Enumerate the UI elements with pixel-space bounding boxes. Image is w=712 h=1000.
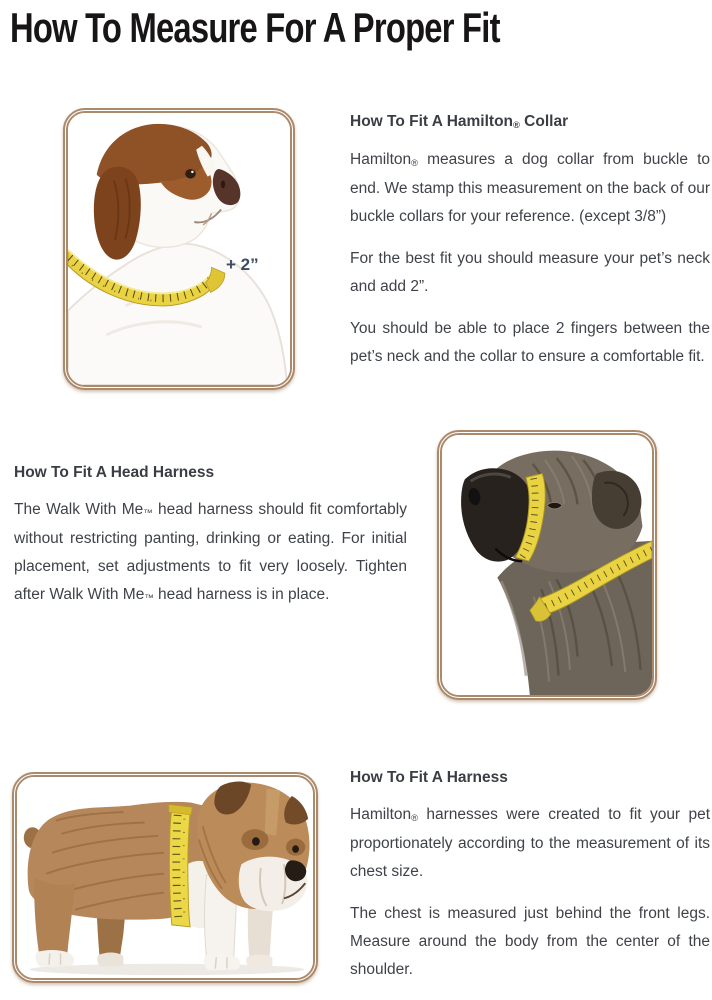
paragraph: For the best fit you should measure your pet’s neck and add 2”.: [350, 250, 710, 295]
collar-section-heading: How To Fit A Hamilton® Collar: [350, 113, 569, 130]
paragraph: You should be able to place 2 fingers between the pet’s neck and the collar to ensure a comfortable fit.: [350, 320, 710, 365]
bulldog-harness-photo: [17, 777, 313, 978]
paragraph: The chest is measured just behind the front legs. Measure around the body from the center of the shoulder.: [350, 905, 710, 978]
head-harness-section-text: [14, 463, 407, 624]
dog-collar-photo: [68, 113, 290, 385]
dog-head-harness-photo: [442, 435, 652, 695]
harness-photo-frame: [12, 772, 318, 983]
add-two-inches-label: + 2”: [226, 255, 259, 274]
harness-section-heading: How To Fit A Harness: [350, 769, 508, 786]
paragraph: The Walk With Me™ head harness should fit comfortably without restricting panting, drinking or eating. For initial placement, set adjustments to fit very loosely. Tighten after Walk With Me™ head harness is in place.: [14, 501, 407, 603]
head-harness-photo-frame: [437, 430, 657, 700]
head-harness-section-heading: How To Fit A Head Harness: [14, 464, 215, 481]
page-title: How To Measure For A Proper Fit: [10, 4, 500, 51]
harness-section-text: [350, 768, 710, 998]
paragraph: Hamilton® harnesses were created to fit your pet proportionately according to the measurement of its chest size.: [350, 806, 710, 880]
collar-section-text: [350, 112, 710, 385]
paragraph: Hamilton® measures a dog collar from buckle to end. We stamp this measurement on the back of our buckle collars for your reference. (except 3/8”): [350, 151, 710, 225]
collar-photo-frame: [63, 108, 295, 390]
